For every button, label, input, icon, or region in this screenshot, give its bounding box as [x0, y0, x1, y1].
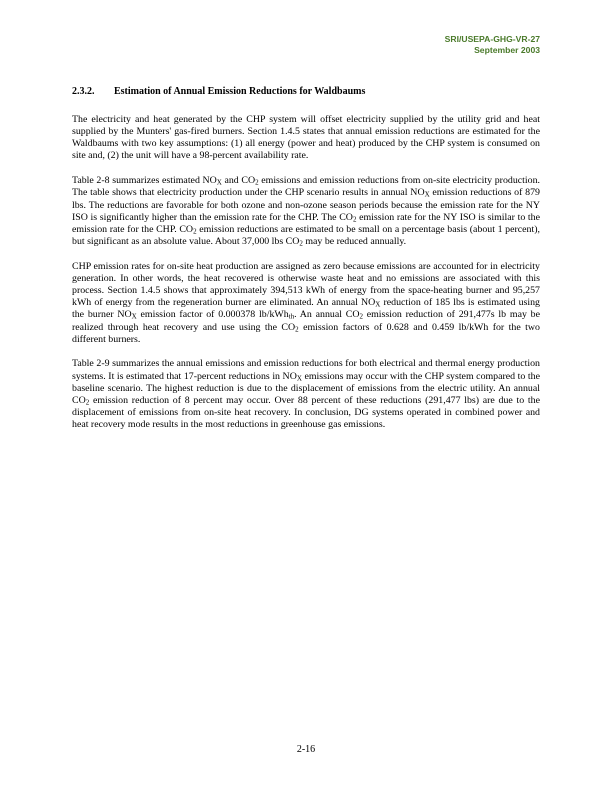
section-heading	[72, 86, 365, 98]
paragraph-1: The electricity and heat generated by the CHP system will offset electricity supplied by the utility grid and heat supplied by the Munters' gas-fired burners. Section 1.4.5 states that annual emission reductions are estimated for the Waldbaums with two key assumptions: (1) all energy (power and heat) produced by the CHP system is consumed on site and, (2) the unit will have a 98-percent availability rate.	[72, 114, 540, 162]
paragraph-4: Table 2-9 summarizes the annual emissions and emission reductions for both electrical and thermal energy production systems. It is estimated that 17-percent reductions in $NO_X$ emissions may occur with the CHP system compared to the baseline scenario. The highest reduction is due to the displacement of emissions from the electric utility. An annual $CO_2$ emission reduction of 8 percent may occur. Over 88 percent of these reductions (291,477 lbs) are due to the displacement of emissions from on-site heat recovery. In conclusion, DG systems operated in combined power and heat recovery mode results in the most reductions in greenhouse gas emissions.	[72, 358, 540, 431]
report-date: September 2003	[474, 44, 540, 55]
section-number: 2.3.2.	[72, 86, 95, 97]
paragraph-2: Table 2-8 summarizes estimated $NO_X$ and $CO_2$ emissions and emission reductions from on-site electricity production. The table shows that electricity production under the CHP scenario results in annual $NO_X$ emission reductions of 879 lbs. The reductions are favorable for both ozone and non-ozone season periods because the emission rate for the NY ISO is significantly higher than the emission rate for the CHP. The $CO_2$ emission rate for the NY ISO is similar to the emission rate for the CHP. $CO_2$ emission reductions are estimated to be small on a percentage basis (about 1 percent), but significant as an absolute value. About 37,000 lbs $CO_2$ may be reduced annually.	[72, 175, 540, 248]
paragraph-3: CHP emission rates for on-site heat production are assigned as zero because emissions are accounted for in electricity generation. In other words, the heat recovered is otherwise waste heat and no emissions are associated with this process. Section 1.4.5 shows that approximately 394,513 kWh of energy from the space-heating burner and 95,257 kWh of energy from the regeneration burner are eliminated. An annual $NO_X$ reduction of 185 lbs is estimated using the burner $NO_X$ emission factor of 0.000378 lb/kWh$_{th}$. An annual $CO_2$ emission reduction of 291,477s lb may be realized through heat recovery and use using the $CO_2$ emission factors of 0.628 and 0.459 lb/kWh for the two different burners.	[72, 260, 540, 345]
body-text	[72, 114, 540, 444]
report-id: SRI/USEPA-GHG-VR-27	[444, 34, 540, 44]
section-title: Estimation of Annual Emission Reductions for Waldbaums	[114, 86, 366, 97]
running-header	[445, 34, 540, 55]
page-number: 2-16	[296, 744, 316, 755]
